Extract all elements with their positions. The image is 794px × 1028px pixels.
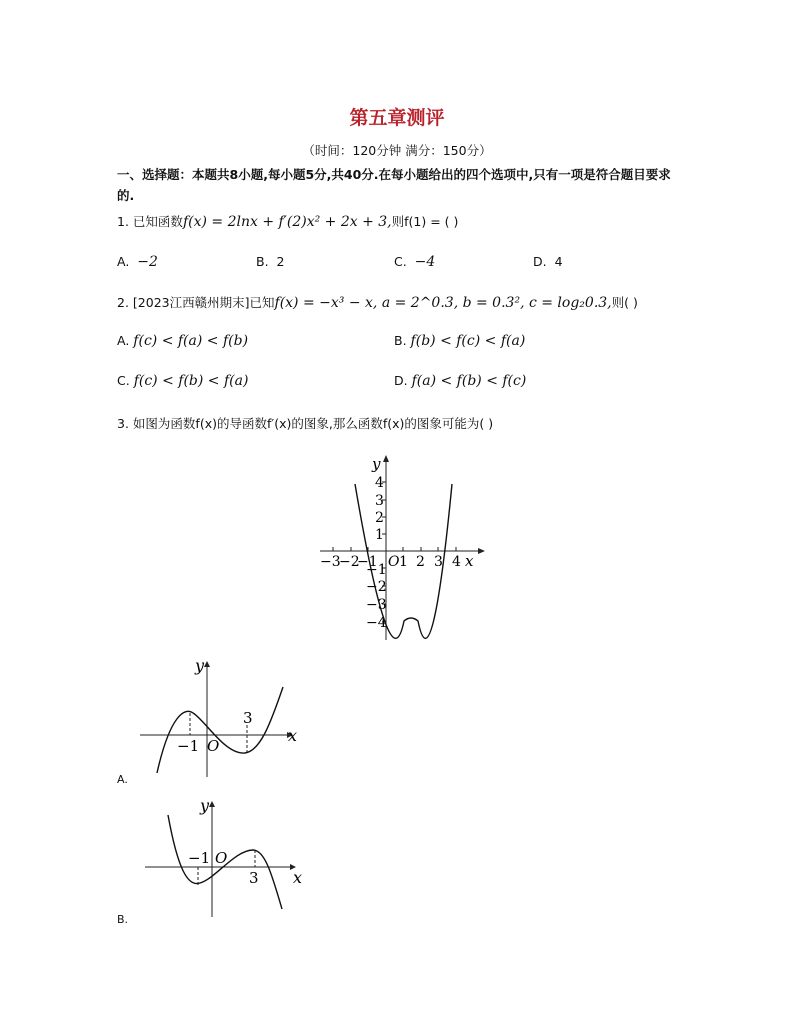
option-value: 2 (276, 254, 285, 269)
y-axis-arrow-icon (383, 455, 389, 462)
x-tick-label: 1 (399, 554, 408, 570)
x-mark-label: 3 (249, 869, 259, 887)
option-b-label[interactable]: B. (117, 913, 129, 926)
option-value: f(b) < f(c) < f(a) (410, 333, 526, 349)
y-axis-label: y (195, 656, 205, 675)
x-mark-label: −1 (188, 849, 211, 867)
y-axis-label: y (372, 455, 381, 473)
x-mark-label: −1 (177, 737, 200, 755)
y-axis-arrow-icon (204, 661, 210, 667)
q1-option-d[interactable] (533, 254, 563, 269)
curve (157, 687, 283, 773)
option-letter: C. (117, 373, 130, 388)
q1-option-b[interactable] (256, 254, 284, 269)
page-title: 第五章测评 (349, 107, 445, 129)
y-axis-label: y (200, 796, 210, 815)
x-tick-label: 3 (434, 554, 443, 570)
x-mark-label: 3 (243, 709, 253, 727)
q2-option-c[interactable] (117, 373, 248, 389)
question-source: [2023江西赣州期末] (132, 295, 250, 310)
question-stem: 已知 (249, 295, 275, 310)
x-tick-label: −3 (320, 554, 341, 570)
x-tick-label: −2 (339, 554, 360, 570)
y-tick-label: 1 (375, 527, 384, 543)
option-letter: B. (394, 333, 407, 348)
option-value: −4 (414, 254, 436, 270)
x-axis-label: x (288, 726, 298, 745)
option-value: f(c) < f(b) < f(a) (133, 373, 249, 389)
y-tick-label: −3 (366, 597, 387, 613)
option-letter: D. (533, 254, 547, 269)
y-tick-label: 3 (375, 493, 384, 509)
question-number: 3. (117, 416, 129, 431)
q2-option-b[interactable] (394, 333, 525, 349)
option-b-graph[interactable] (140, 795, 315, 920)
option-value: 4 (554, 254, 563, 269)
option-a-label[interactable]: A. (117, 773, 128, 786)
x-tick-label: 2 (416, 554, 425, 570)
question-ask: 则f(1) = ( ) (391, 214, 459, 229)
option-value: f(c) < f(a) < f(b) (133, 333, 249, 349)
q2-option-a[interactable] (117, 333, 248, 349)
question-stem: 已知函数 (132, 214, 183, 229)
option-letter: D. (394, 373, 408, 388)
question-formula: f(x) = 2lnx + f′(2)x² + 2x + 3, (182, 214, 392, 230)
x-axis-label: x (465, 552, 474, 570)
exam-info: （时间：120分钟 满分：150分） (302, 143, 492, 158)
option-letter: B. (256, 254, 269, 269)
option-value: −2 (137, 254, 158, 270)
x-axis-arrow-icon (478, 548, 485, 554)
x-tick-label: 4 (452, 554, 461, 570)
question-stem: 如图为函数f(x)的导函数f′(x)的图象,那么函数f(x)的图象可能为( ) (132, 416, 494, 431)
origin-label: O (388, 554, 400, 570)
question-ask: 则( ) (611, 295, 638, 310)
option-letter: C. (394, 254, 407, 269)
y-tick-label: 2 (375, 510, 384, 526)
y-tick-label: −2 (366, 579, 387, 595)
y-axis-arrow-icon (209, 801, 215, 807)
q1-option-a[interactable] (117, 254, 158, 270)
question-1 (117, 212, 458, 230)
y-tick-label: 4 (375, 475, 384, 491)
origin-label: O (215, 849, 228, 867)
y-tick-label: −1 (366, 562, 387, 578)
y-tick-label: −4 (366, 615, 387, 631)
option-letter: A. (117, 254, 130, 269)
question-3 (117, 414, 493, 432)
section-heading: 一、选择题：本题共8小题,每小题5分,共40分.在每小题给出的四个选项中,只有一项是符合题目要求的. (117, 167, 671, 203)
x-tick-label: −1 (357, 554, 378, 570)
q1-option-c[interactable] (394, 254, 435, 270)
question-number: 1. (117, 214, 129, 229)
derivative-graph (310, 450, 490, 645)
q2-option-d[interactable] (394, 373, 526, 389)
x-axis-label: x (293, 868, 303, 887)
option-letter: A. (117, 333, 130, 348)
question-number: 2. (117, 295, 129, 310)
option-a-graph[interactable] (135, 655, 310, 780)
option-value: f(a) < f(b) < f(c) (411, 373, 527, 389)
question-formula: f(x) = −x³ − x, a = 2^0.3, b = 0.3², c = log₂0.3, (274, 295, 612, 311)
origin-label: O (207, 737, 220, 755)
question-2 (117, 293, 638, 311)
